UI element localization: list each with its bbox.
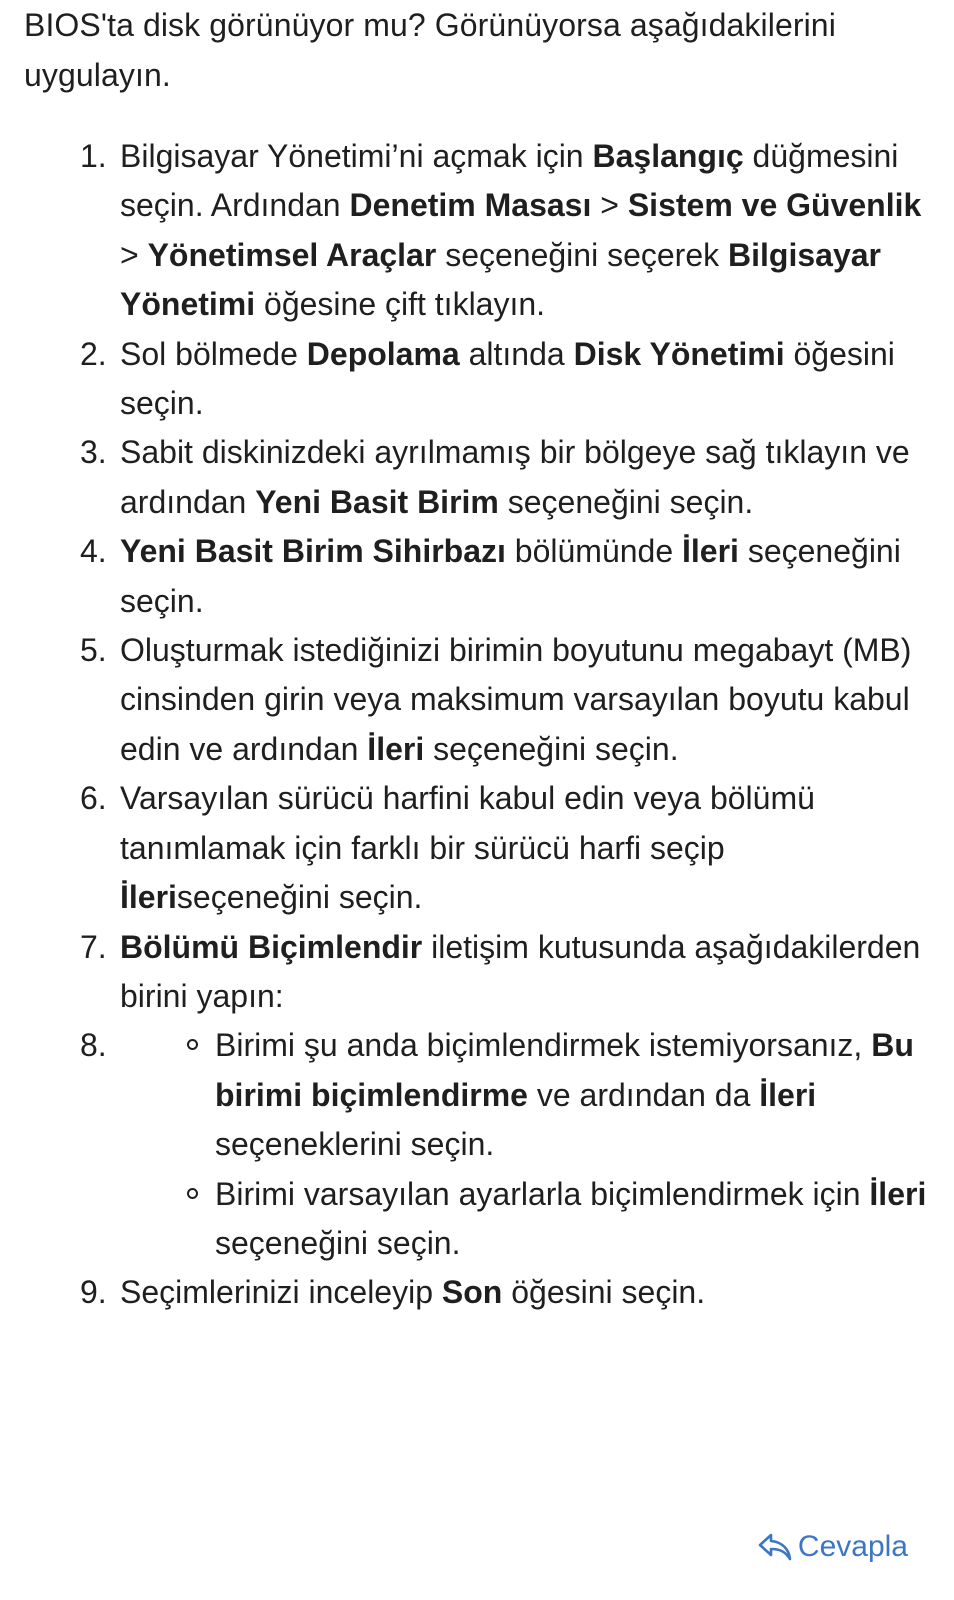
list-item: 9. Seçimlerinizi inceleyip Son öğesini seçin. <box>24 1268 934 1317</box>
bullet-circle-icon <box>187 1039 198 1050</box>
list-item: 3. Sabit diskinizdeki ayrılmamış bir bölgeye sağ tıklayın ve ardından Yeni Basit Birim seçeneğini seçin. <box>24 428 934 527</box>
step-number: 7. <box>80 928 107 965</box>
list-item: 2. Sol bölmede Depolama altında Disk Yönetimi öğesini seçin. <box>24 330 934 429</box>
bullet-circle-icon <box>187 1188 198 1199</box>
step-number: 2. <box>80 335 107 372</box>
list-item: 1. Bilgisayar Yönetimi’ni açmak için Başlangıç düğmesini seçin. Ardından Denetim Masası > Sistem ve Güvenlik > Yönetimsel Araçlar seçeneğini seçerek Bilgisayar Yönetimi öğesine çift tıklayın. <box>24 132 934 330</box>
answer-content <box>24 0 934 1318</box>
sub-list-item: Birimi varsayılan ayarlarla biçimlendirmek için İleri seçeneğini seçin. <box>215 1170 934 1269</box>
reply-label[interactable]: Cevapla <box>797 1530 908 1563</box>
sub-list <box>120 1021 934 1268</box>
step-number: 9. <box>80 1274 107 1311</box>
reply-arrow-icon <box>758 1532 792 1562</box>
sub-list-item: Birimi şu anda biçimlendirmek istemiyorsanız, Bu birimi biçimlendirme ve ardından da İleri seçeneklerini seçin. <box>215 1021 934 1169</box>
list-item: 6. Varsayılan sürücü harfini kabul edin veya bölümü tanımlamak için farklı bir sürücü harfi seçip İleriseçeneğini seçin. <box>24 774 934 922</box>
step-number: 5. <box>80 632 107 669</box>
list-item: 7. Bölümü Biçimlendir iletişim kutusunda aşağıdakilerden birini yapın: <box>24 923 934 1022</box>
step-number: 8. <box>80 1027 107 1064</box>
steps-list <box>24 132 934 1318</box>
step-number: 3. <box>80 434 107 471</box>
step-number: 4. <box>80 533 107 570</box>
intro-text: BIOS'ta disk görünüyor mu? Görünüyorsa aşağıdakilerini uygulayın. <box>24 7 836 93</box>
list-item <box>24 1021 934 1268</box>
step-number: 6. <box>80 780 107 817</box>
reply-button[interactable] <box>758 1530 908 1564</box>
list-item: 4. Yeni Basit Birim Sihirbazı bölümünde İleri seçeneğini seçin. <box>24 527 934 626</box>
step-number: 1. <box>80 138 107 174</box>
list-item: 5. Oluşturmak istediğinizi birimin boyutunu megabayt (MB) cinsinden girin veya maksimum varsayılan boyutu kabul edin ve ardından İleri seçeneğini seçin. <box>24 626 934 774</box>
